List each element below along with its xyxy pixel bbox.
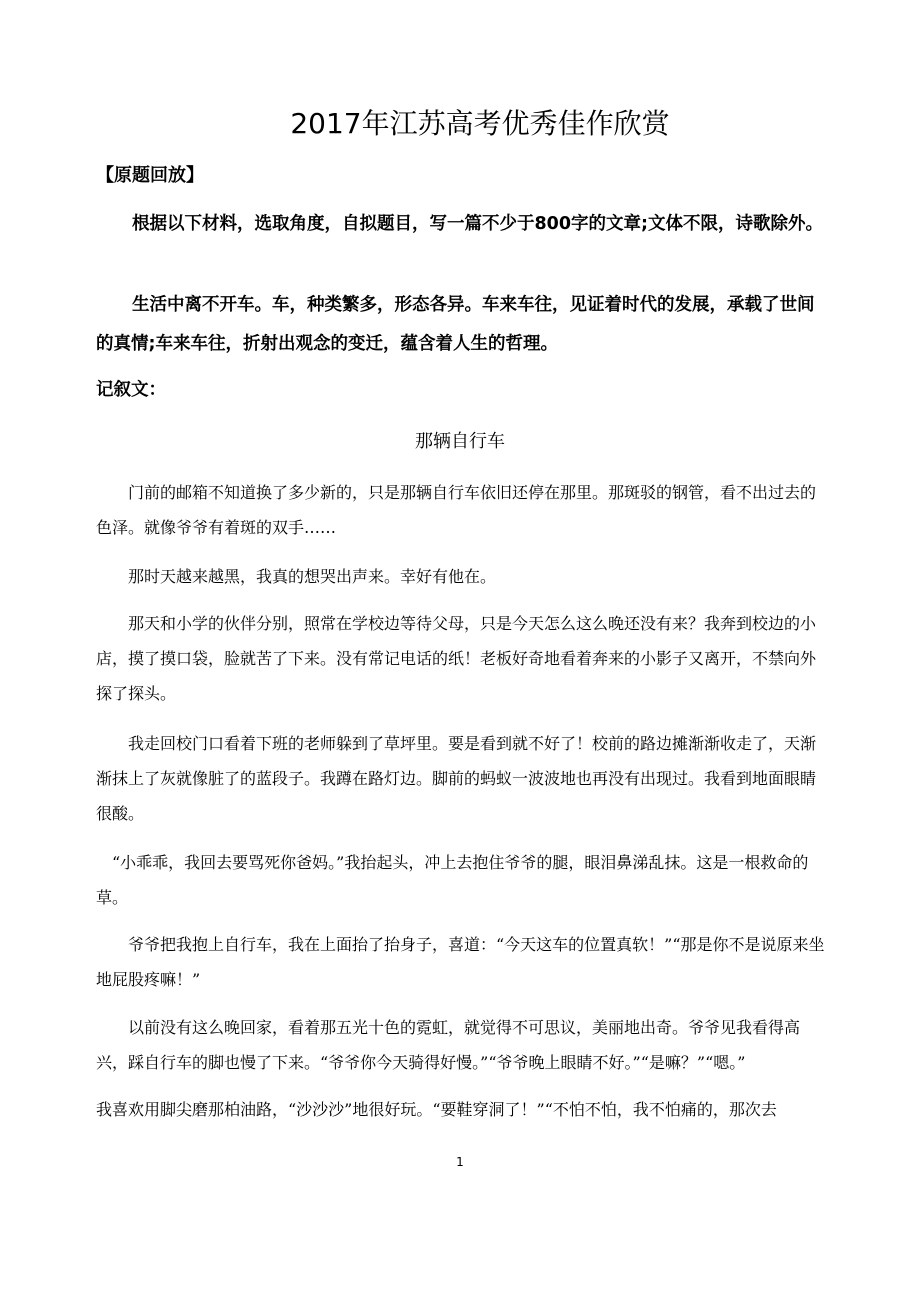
essay-paragraph: 那天和小学的伙伴分别，照常在学校边等待父母，只是今天怎么这么晚还没有来？我奔到校边的小店，摸了摸口袋，脸就苦了下来。没有常记电话的纸！老板好奇地看着奔来的小影子又离开，不禁向外探了探头。 <box>96 614 817 703</box>
page-number: 1 <box>456 1155 464 1169</box>
essay-paragraph: 以前没有这么晚回家，看着那五光十色的霓虹，就觉得不可思议，美丽地出奇。爷爷见我看得高兴，踩自行车的脚也慢了下来。“爷爷你今天骑得好慢。”“爷爷晚上眼睛不好。”“是嘛？”“嗯。” <box>96 1018 801 1072</box>
essay-title: 那辆自行车 <box>415 431 505 452</box>
section-heading: 【原题回放】 <box>96 165 204 186</box>
essay-paragraph: 那时天越来越黑，我真的想哭出声来。幸好有他在。 <box>128 567 497 586</box>
essay-paragraph: 我喜欢用脚尖磨那柏油路，“沙沙沙”地很好玩。“要鞋穿洞了！”“不怕不怕，我不怕痛的，那次去 <box>96 1100 777 1119</box>
essay-paragraph: 爷爷把我抱上自行车，我在上面抬了抬身子，喜道：“今天这车的位置真软！”“那是你不是说原来坐地屁股疼嘛！” <box>96 935 825 989</box>
essay-paragraph: 我走回校门口看着下班的老师躲到了草坪里。要是看到就不好了！校前的路边摊渐渐收走了，天渐渐抹上了灰就像脏了的蓝段子。我蹲在路灯边。脚前的蚂蚁一波波地也再没有出现过。我看到地面眼睛很酸。 <box>96 734 817 823</box>
essay-paragraph: “小乖乖，我回去要骂死你爸妈。”我抬起头，冲上去抱住爷爷的腿，眼泪鼻涕乱抹。这是一根救命的草。 <box>96 853 809 907</box>
genre-label: 记叙文： <box>96 380 166 400</box>
prompt-paragraph-2: 生活中离不开车。车，种类繁多，形态各异。车来车往，见证着时代的发展，承载了世间的真情;车来车往，折射出观念的变迁，蕴含着人生的哲理。 <box>96 295 815 354</box>
document-title: 2017年江苏高考优秀佳作欣赏 <box>290 107 670 140</box>
essay-paragraph: 门前的邮箱不知道换了多少新的，只是那辆自行车依旧还停在那里。那斑驳的钢管，看不出过去的色泽。就像爷爷有着斑的双手…… <box>96 483 817 537</box>
prompt-paragraph-1: 根据以下材料，选取角度，自拟题目，写一篇不少于800字的文章;文体不限，诗歌除外。 <box>132 214 824 234</box>
